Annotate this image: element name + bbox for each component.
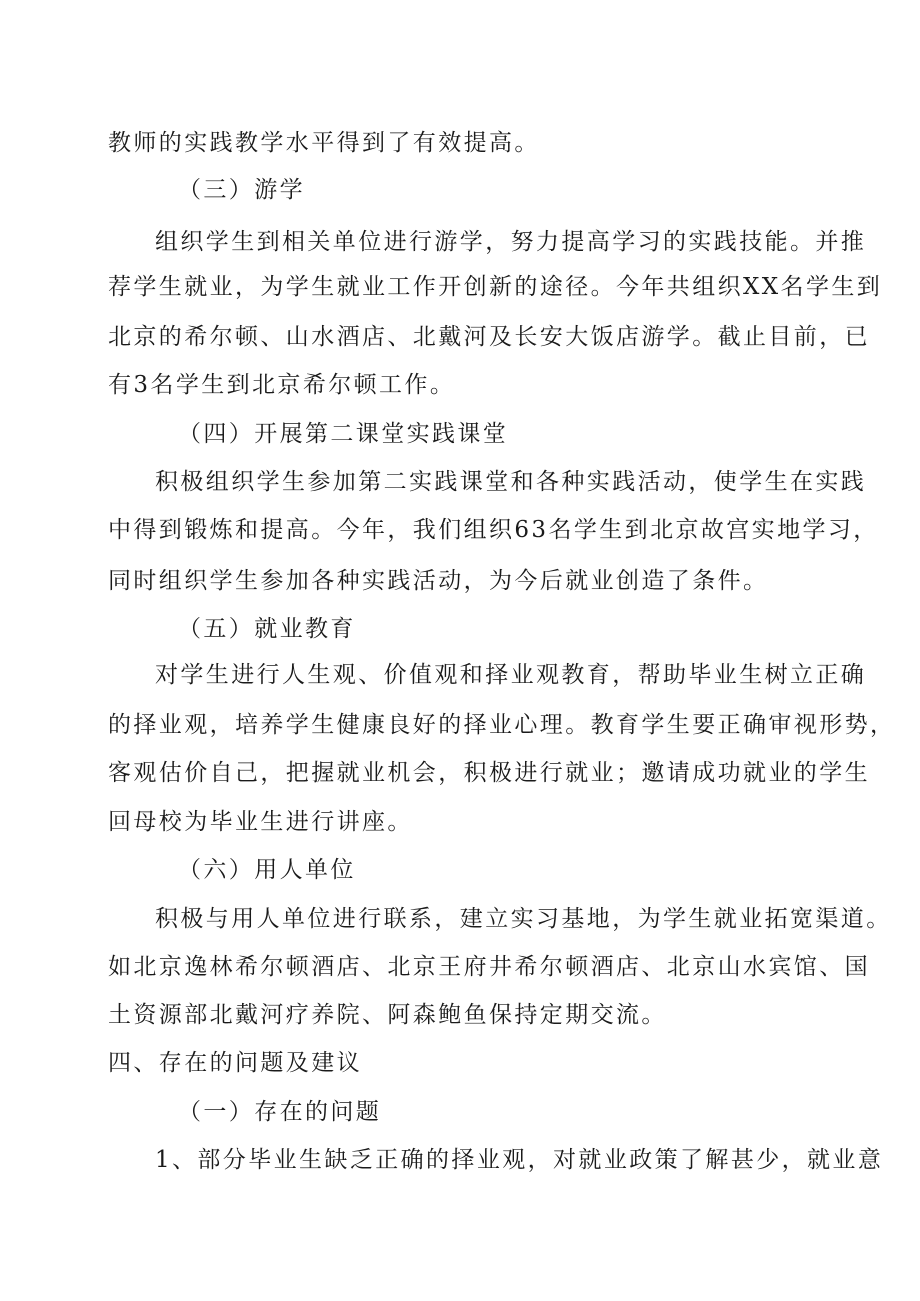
paragraph-line: 同时组织学生参加各种实践活动，为今后就业创造了条件。 [108,568,769,594]
paragraph-line: 1、部分毕业生缺乏正确的择业观，对就业政策了解甚少，就业意 [155,1147,884,1173]
paragraph-line: 积极组织学生参加第二实践课堂和各种实践活动，使学生在实践 [155,469,867,495]
paragraph-line: 对学生进行人生观、价值观和择业观教育，帮助毕业生树立正确 [155,662,867,688]
section-heading-three: （三）游学 [178,177,305,203]
chapter-heading-four: 四、存在的问题及建议 [108,1050,362,1076]
paragraph-line: 有3名学生到北京希尔顿工作。 [108,372,456,398]
paragraph-line: 客观估价自己，把握就业机会，积极进行就业；邀请成功就业的学生 [108,760,870,786]
section-heading-six: （六）用人单位 [178,857,356,883]
paragraph-line: 北京的希尔顿、山水酒店、北戴河及长安大饭店游学。截止目前，已 [108,324,870,350]
paragraph-line: 荐学生就业，为学生就业工作开创新的途径。今年共组织XX名学生到 [108,274,883,300]
paragraph-line: 中得到锻炼和提高。今年，我们组织63名学生到北京故宫实地学习， [108,517,879,543]
section-heading-four: （四）开展第二课堂实践课堂 [178,421,509,447]
paragraph-line: 的择业观，培养学生健康良好的择业心理。教育学生要正确审视形势， [108,712,896,738]
paragraph-line: 如北京逸林希尔顿酒店、北京王府井希尔顿酒店、北京山水宾馆、国 [108,954,870,980]
paragraph-line: 教师的实践教学水平得到了有效提高。 [108,130,540,156]
section-heading-five: （五）就业教育 [178,616,356,642]
paragraph-line: 组织学生到相关单位进行游学，努力提高学习的实践技能。并推 [155,229,867,255]
paragraph-line: 积极与用人单位进行联系，建立实习基地，为学生就业拓宽渠道。 [155,906,892,932]
section-heading-one: （一）存在的问题 [178,1099,382,1125]
paragraph-line: 回母校为毕业生进行讲座。 [108,809,413,835]
paragraph-line: 土资源部北戴河疗养院、阿森鲍鱼保持定期交流。 [108,1002,667,1028]
